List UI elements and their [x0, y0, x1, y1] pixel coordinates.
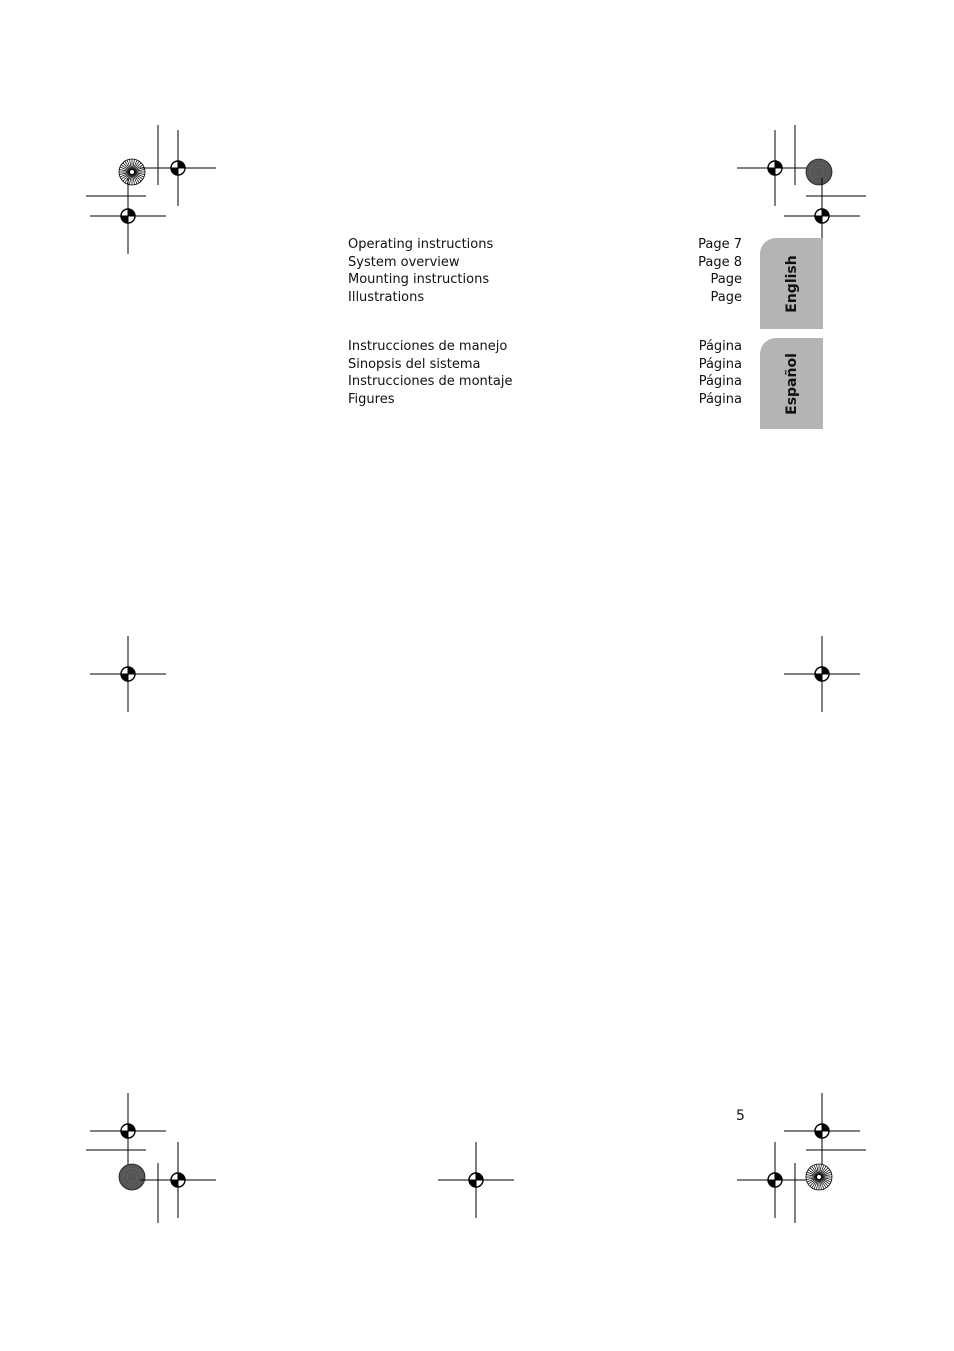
toc-entry[interactable] [348, 338, 742, 356]
toc-entry[interactable] [348, 236, 742, 254]
toc-entry-page: Página [698, 339, 742, 354]
toc-entry-page: Page [710, 272, 742, 288]
toc-entry-label: Instrucciones de manejo [348, 339, 508, 354]
toc-entry[interactable] [348, 356, 742, 374]
toc-entry-page: Página [698, 356, 742, 372]
toc-entry-page: Página [698, 392, 742, 408]
toc-espanol [348, 338, 742, 409]
tab-english-label: English [783, 254, 800, 313]
toc-entry-label: Sinopsis del sistema [348, 356, 481, 372]
toc-entry-page: Página [698, 374, 742, 390]
toc-entry-label: Instrucciones de montaje [348, 374, 513, 390]
toc-entry-page: Page 8 [698, 254, 742, 270]
toc-entry-label: Mounting instructions [348, 272, 490, 288]
page-number: 5 [736, 1108, 745, 1124]
toc-english [348, 236, 742, 307]
toc-entry[interactable] [348, 373, 742, 391]
toc-entry-page: Page [710, 290, 742, 306]
tab-espanol-label: Español [783, 352, 800, 415]
toc-entry[interactable] [348, 254, 742, 272]
toc-entry-label: Figures [348, 392, 395, 408]
toc-entry-label: Illustrations [348, 290, 425, 306]
toc-entry[interactable] [348, 391, 742, 409]
tab-espanol[interactable] [760, 338, 823, 429]
toc-entry[interactable] [348, 271, 742, 289]
toc-entry-page: Page 7 [698, 237, 742, 252]
tab-english[interactable] [760, 238, 823, 329]
toc-entry-label: System overview [348, 254, 460, 270]
toc-entry[interactable] [348, 289, 742, 307]
toc-entry-label: Operating instructions [348, 237, 494, 252]
